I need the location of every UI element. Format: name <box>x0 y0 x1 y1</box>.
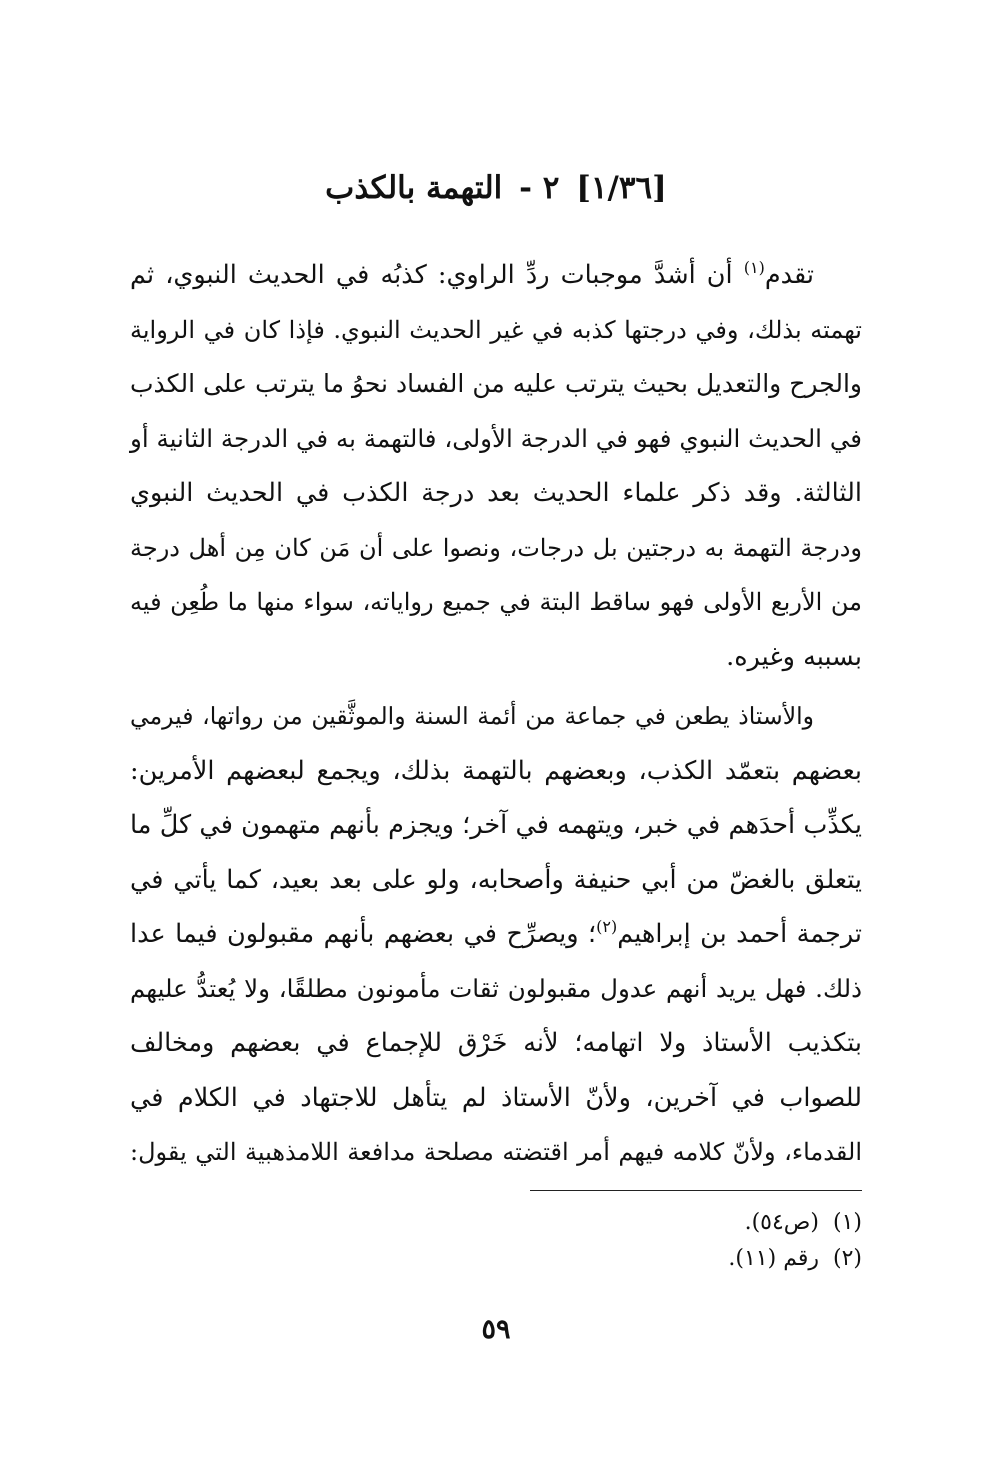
footnote-marker-2[interactable]: (٢) <box>596 917 618 936</box>
text-line: يتعلق بالغضّ من أبي حنيفة وأصحابه، ولو على بعد بعيد، كما يأتي في <box>130 864 862 895</box>
text-line: تهمته بذلك، وفي درجتها كذبه في غير الحديث النبوي. فإذا كان في الرواية <box>130 315 862 344</box>
text-line: والجرح والتعديل بحيث يترتب عليه من الفساد نحوُ ما يترتب على الكذب <box>130 369 862 398</box>
footnote-number: (٢) <box>832 1246 862 1271</box>
footnote-number: (١) <box>832 1210 862 1235</box>
footnote-marker-1[interactable]: (١) <box>743 258 765 277</box>
text-line: بتكذيب الأستاذ ولا اتهامه؛ لأنه خَرْق للإجماع في بعضهم ومخالف <box>130 1028 862 1058</box>
heading-reference: [١/٣٦] <box>576 170 667 206</box>
body-text <box>130 248 862 1180</box>
text-line: يكذِّب أحدَهم في خبر، ويتهمه في آخر؛ ويجزم بأنهم متهمون في كلِّ ما <box>130 810 862 840</box>
paragraph-1 <box>130 248 862 684</box>
text-line: ترجمة أحمد بن إبراهيم$^{(٢)}$؛ ويصرِّح في بعضهم بأنهم مقبولون فيما عدا <box>130 917 862 949</box>
heading-number: ٢ - <box>519 170 560 206</box>
text-line: في الحديث النبوي فهو في الدرجة الأولى، فالتهمة به في الدرجة الثانية أو <box>130 423 862 453</box>
text-line: ذلك. فهل يريد أنهم عدول مقبولون ثقات مأمونون مطلقًا، ولا يُعتدُّ عليهم <box>130 973 862 1003</box>
text-line: والأستاذ يطعن في جماعة من أئمة السنة والموثَّقين من رواتها، فيرمي <box>130 702 814 730</box>
footnote-text: رقم (١١). <box>728 1246 819 1271</box>
text-line: القدماء، ولأنّ كلامه فيهم أمر اقتضته مصلحة مدافعة اللامذهبية التي يقول: <box>130 1138 862 1166</box>
text-line: بعضهم بتعمّد الكذب، وبعضهم بالتهمة بذلك، ويجمع لبعضهم الأمرين: <box>130 755 862 786</box>
footnote-2 <box>262 1241 862 1277</box>
footnote-1 <box>262 1205 862 1241</box>
footnote-text: (ص٥٤). <box>744 1210 819 1235</box>
text-line: بسببه وغيره. <box>726 641 862 672</box>
text-line: ودرجة التهمة به درجتين بل درجات، ونصوا على أن مَن كان مِن أهل درجة <box>130 533 862 562</box>
section-heading <box>0 168 992 208</box>
heading-title: التهمة بالكذب <box>325 170 503 206</box>
text-line: للصواب في آخرين، ولأنّ الأستاذ لم يتأهل للاجتهاد في الكلام في <box>130 1082 862 1113</box>
text-line: الثالثة. وقد ذكر علماء الحديث بعد درجة الكذب في الحديث النبوي <box>130 478 862 508</box>
footnote-separator <box>530 1190 862 1191</box>
page-number: ٥٩ <box>481 1314 511 1345</box>
footnotes <box>262 1205 862 1277</box>
text-line: تقدم$^{(١)}$ أن أشدَّ موجبات ردِّ الراوي: كذبُه في الحديث النبوي، ثم <box>130 258 814 290</box>
paragraph-2 <box>130 689 862 1180</box>
text-line: من الأربع الأولى فهو ساقط البتة في جميع رواياته، سواء منها ما طُعِن فيه <box>130 588 862 616</box>
